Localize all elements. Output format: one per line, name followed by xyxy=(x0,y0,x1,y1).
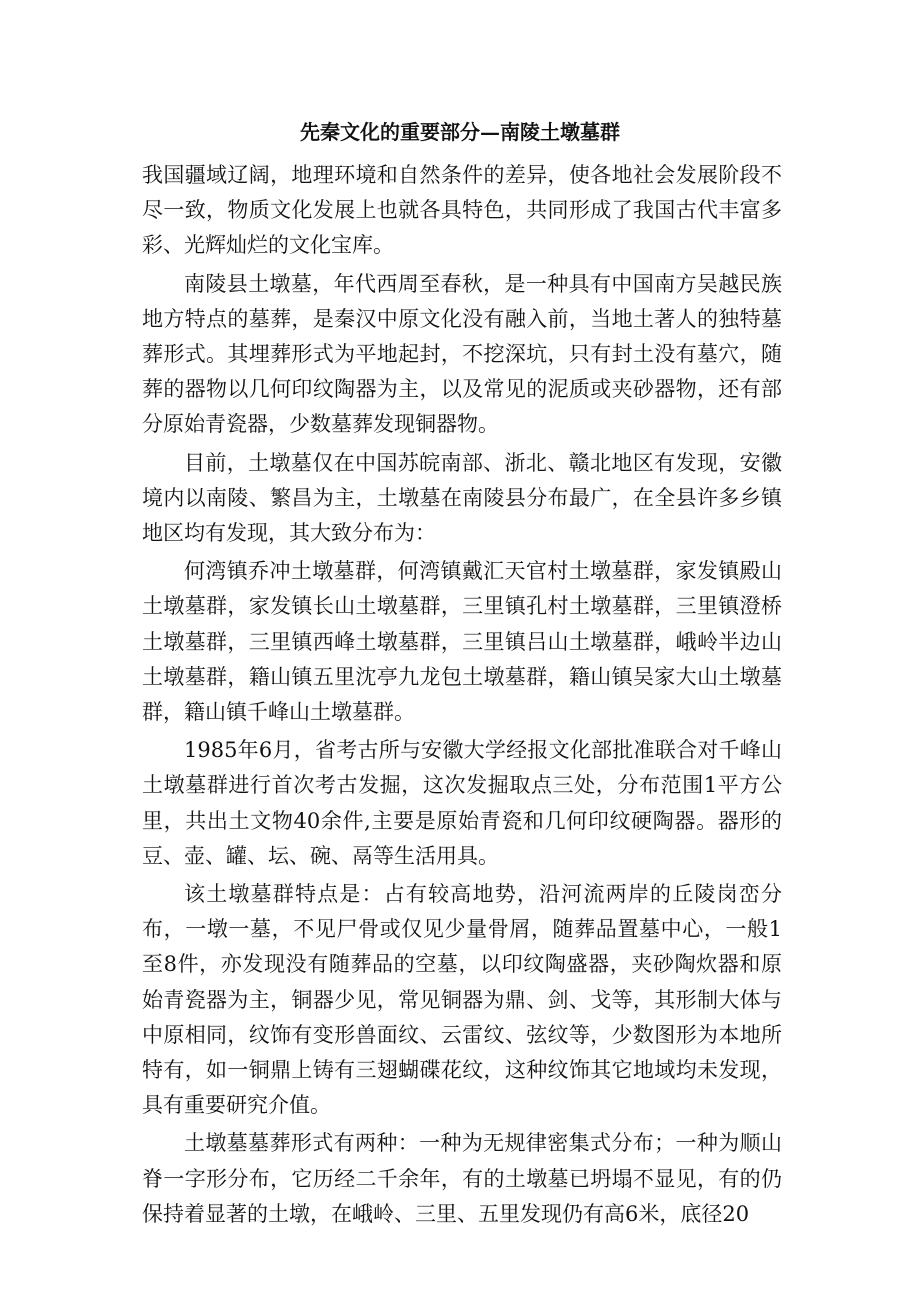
document-body xyxy=(142,158,782,1232)
paragraph-intro: 我国疆域辽阔，地理环境和自然条件的差异，使各地社会发展阶段不尽一致，物质文化发展上也就各具特色，共同形成了我国古代丰富多彩、光辉灿烂的文化宝库。 xyxy=(142,163,782,258)
paragraph-excavation-1985: 1985年6月，省考古所与安徽大学经报文化部批准联合对千峰山土墩墓群进行首次考古发掘，这次发掘取点三处，分布范围1平方公里，共出土文物40余件,主要是原始青瓷和几何印纹硬陶器。器形的豆、壶、罐、坛、碗、鬲等生活用具。 xyxy=(142,738,782,868)
paragraph-tomb-description: 南陵县土墩墓，年代西周至春秋，是一种具有中国南方吴越民族地方特点的墓葬，是秦汉中原文化没有融入前，当地土著人的独特墓葬形式。其埋葬形式为平地起封，不挖深坑，只有封土没有墓穴，随葬的器物以几何印纹陶器为主，以及常见的泥质或夹砂器物，还有部分原始青瓷器，少数墓葬发现铜器物。 xyxy=(142,271,782,437)
paragraph-burial-forms: 土墩墓墓葬形式有两种：一种为无规律密集式分布；一种为顺山脊一字形分布，它历经二千余年，有的土墩墓已坍塌不显见，有的仍保持着显著的土墩，在峨岭、三里、五里发现仍有高6米，底径20 xyxy=(142,1131,782,1226)
document-title: 先秦文化的重要部分—南陵土墩墓群 xyxy=(300,120,620,144)
paragraph-characteristics: 该土墩墓群特点是：占有较高地势，沿河流两岸的丘陵岗峦分布，一墩一墓，不见尸骨或仅见少量骨屑，随葬品置墓中心，一般1至8件，亦发现没有随葬品的空墓，以印纹陶盛器，夹砂陶炊器和原始青瓷器为主，铜器少见，常见铜器为鼎、剑、戈等，其形制大体与中原相同，纹饰有变形兽面纹、云雷纹、弦纹等，少数图形为本地所特有，如一铜鼎上铸有三翅蝴碟花纹，这种纹饰其它地域均未发现，具有重要研究介值。 xyxy=(142,882,782,1118)
paragraph-distribution-region: 目前，土墩墓仅在中国苏皖南部、浙北、赣北地区有发现，安徽境内以南陵、繁昌为主，土墩墓在南陵县分布最广，在全县许多乡镇地区均有发现，其大致分布为： xyxy=(142,450,782,546)
paragraph-tomb-group-list: 何湾镇乔冲土墩墓群，何湾镇戴汇天官村土墩墓群，家发镇殿山土墩墓群，家发镇长山土墩墓群，三里镇孔村土墩墓群，三里镇澄桥土墩墓群，三里镇西峰土墩墓群，三里镇吕山土墩墓群，峨岭半边山土墩墓群，籍山镇五里沈亭九龙包土墩墓群，籍山镇吴家大山土墩墓群，籍山镇千峰山土墩墓群。 xyxy=(142,559,782,725)
